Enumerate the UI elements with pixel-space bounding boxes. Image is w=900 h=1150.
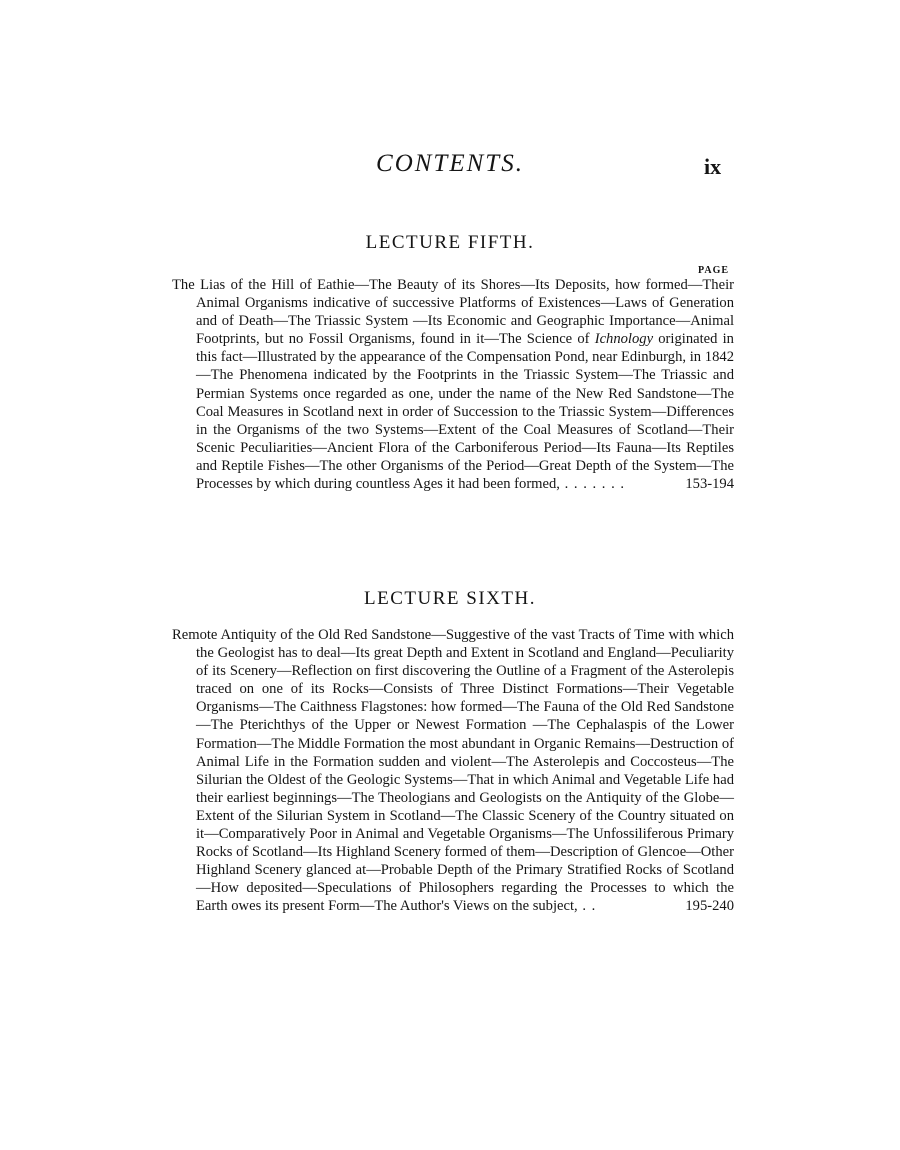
running-title: CONTENTS. (376, 150, 524, 177)
lecture-fifth-italic-term: Ichnology (594, 331, 654, 348)
page-number: ix (704, 154, 722, 179)
page-column-label: PAGE (698, 265, 730, 276)
lecture-sixth-leader: . . (577, 898, 597, 915)
lecture-fifth-heading: LECTURE FIFTH. (365, 232, 535, 253)
lecture-fifth-text-after: originated in this fact—Illustrated by the appearance of the Compensation Pond, near Edinburgh, in 1842—The Phenomena indicated by the Footprints in the Triassic System—The Triassic and Permian Systems once regarded as one, under the name of the New Red Sandstone—The Coal Measures in Scotland next in order of Succession to the Triassic System—Differences in the Organisms of the two Systems—Extent of the Coal Measures of Scotland—Their Scenic Peculiarities—Ancient Flora of the Carboniferous Period—Its Fauna—Its Reptiles and Reptile Fishes—The other Organisms of the Period—Great Depth of the System—The Processes by which during countless Ages it had been formed, (196, 331, 734, 493)
lecture-sixth-heading: LECTURE SIXTH. (364, 588, 536, 609)
lecture-fifth-summary (172, 276, 734, 493)
running-head (0, 150, 900, 190)
lecture-sixth-text: Remote Antiquity of the Old Red Sandstone—Suggestive of the vast Tracts of Time with which the Geologist has to deal—Its great Depth and Extent in Scotland and England—Peculiarity of its Scenery—Reflection on first discovering the Outline of a Fragment of the Asterolepis traced on one of its Rocks—Consists of Three Distinct Formations—Their Vegetable Organisms—The Caithness Flagstones: how formed—The Fauna of the Old Red Sandstone—The Pterichthys of the Upper or Newest Formation —The Cephalaspis of the Lower Formation—The Middle Formation the most abundant in Organic Remains—Destruction of Animal Life in the Formation sudden and violent—The Asterolepis and Coccosteus—The Silurian the Oldest of the Geologic Systems—That in which Animal and Vegetable Life had their earliest beginnings—The Theologians and Geologists on the Antiquity of the Globe—Extent of the Silurian System in Scotland—The Classic Scenery of the Country situated on it—Comparatively Poor in Animal and Vegetable Organisms—The Unfossiliferous Primary Rocks of Scotland—Its Highland Scenery formed of them—Description of Glencoe—Other Highland Scenery glanced at—Probable Depth of the Primary Stratified Rocks of Scotland—How deposited—Speculations of Philosophers regarding the Processes to which the Earth owes its present Form—The Author's Views on the subject, (172, 627, 734, 915)
lecture-fifth-text-before: The Lias of the Hill of Eathie—The Beauty of its Shores—Its Deposits, how formed—Their Animal Organisms indicative of successive Platforms of Existences—Laws of Generation and of Death—The Triassic System —Its Economic and Geographic Importance—Animal Footprints, but no Fossil Organisms, found in it—The Science of (172, 277, 734, 348)
lecture-sixth-summary (172, 626, 734, 916)
lecture-fifth-leader: . . . . . . . (559, 476, 626, 493)
lecture-sixth-pages: 195-240 (685, 898, 734, 915)
lecture-fifth-pages: 153-194 (685, 476, 734, 493)
